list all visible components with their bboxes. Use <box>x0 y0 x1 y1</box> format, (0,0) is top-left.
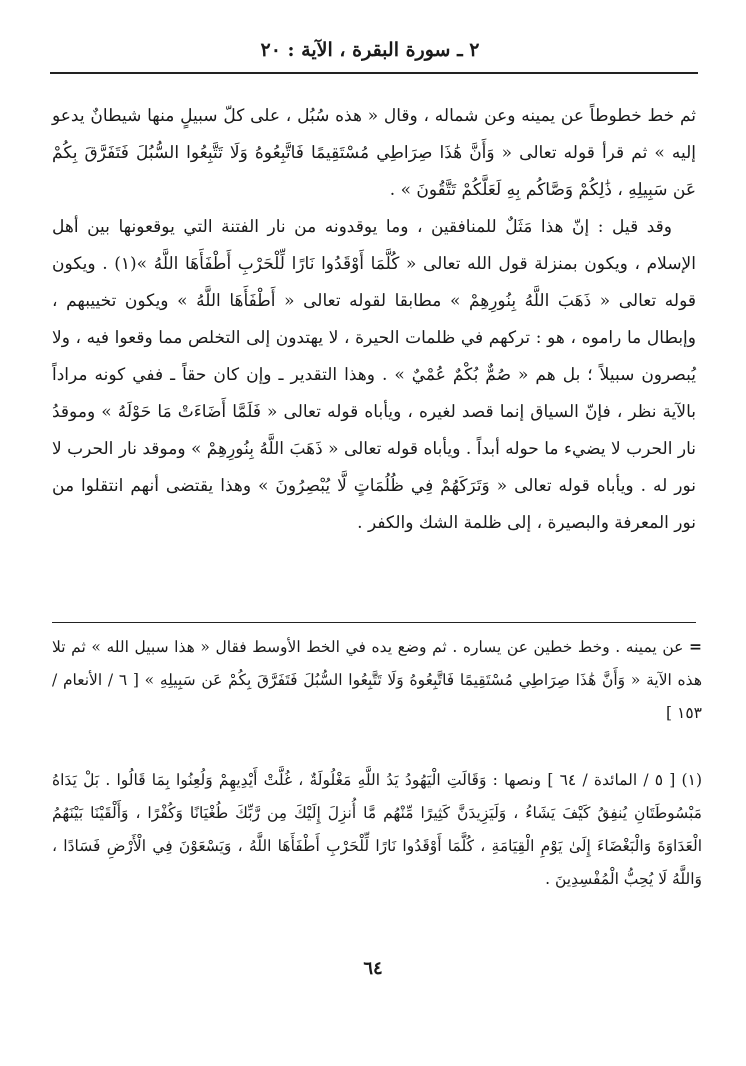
footnotes <box>52 630 702 896</box>
main-body <box>52 98 696 542</box>
header-divider <box>50 72 698 74</box>
footnote-1: (١) [ ٥ / المائدة / ٦٤ ] ونصها : وَقَالَتِ الْيَهُودُ يَدُ اللَّهِ مَغْلُولَةٌ ، غُلَّتْ أَيْدِيهِمْ وَلُعِنُوا بِمَا قَالُوا . بَلْ يَدَاهُ مَبْسُوطَتَانِ يُنفِقُ كَيْفَ يَشَاءُ ، وَلَيَزِيدَنَّ كَثِيرًا مِّنْهُم مَّا أُنزِلَ إِلَيْكَ مِن رَّبِّكَ طُغْيَانًا وَكُفْرًا ، وَأَلْقَيْنَا بَيْنَهُمُ الْعَدَاوَةَ وَالْبَغْضَاءَ إِلَىٰ يَوْمِ الْقِيَامَةِ ، كُلَّمَا أَوْقَدُوا نَارًا لِّلْحَرْبِ أَطْفَأَهَا اللَّهُ ، وَيَسْعَوْنَ فِي الْأَرْضِ فَسَادًا ، وَاللَّهُ لَا يُحِبُّ الْمُفْسِدِينَ . <box>52 771 702 888</box>
footnote-continuation <box>52 630 702 730</box>
running-header: ٢ ـ سورة البقرة ، الآية : ٢٠ <box>260 39 480 61</box>
page-number: ٦٤ <box>363 958 383 979</box>
continuation-mark: = <box>688 637 702 656</box>
footnote-continuation-text: عن يمينه . وخط خطين عن يساره . ثم وضع يده في الخط الأوسط فقال « هذا سبيل الله » ثم تلا هذه الآية « وَأَنَّ هَٰذَا صِرَاطِي مُسْتَقِيمًا فَاتَّبِعُوهُ وَلَا تَتَّبِعُوا السُّبُلَ فَتَفَرَّقَ بِكُمْ عَن سَبِيلِهِ » [ ٦ / الأنعام / ١٥٣ ] <box>52 638 702 722</box>
body-paragraph-2: وقد قيل : إنّ هذا مَثَلٌ للمنافقين ، وما يوقدونه من نار الفتنة التي يوقعونها بين أهل الإسلام ، ويكون بمنزلة قول الله تعالى « كُلَّمَا أَوْقَدُوا نَارًا لِّلْحَرْبِ أَطْفَأَهَا اللَّهُ »(١) . ويكون قوله تعالى « ذَهَبَ اللَّهُ بِنُورِهِمْ » مطابقا لقوله تعالى « أَطْفَأَهَا اللَّهُ » ويكون تخييبهم ، وإبطال ما راموه ، هو : تركهم في ظلمات الحيرة ، لا يهتدون إلى التخلص مما وقعوا فيه ، ولا يُبصرون سبيلاً ؛ بل هم « صُمٌّ بُكْمٌ عُمْيٌ » . وهذا التقدير ـ وإن كان حقاً ـ ففي كونه مراداً بالآية نظر ، فإنّ السياق إنما قصد لغيره ، ويأباه قوله تعالى « فَلَمَّا أَضَاءَتْ مَا حَوْلَهُ » وموقدُ نار الحرب لا يضيء ما حوله أبداً . ويأباه قوله تعالى « ذَهَبَ اللَّهُ بِنُورِهِمْ » وموقد نار الحرب لا نور له . ويأباه قوله تعالى « وَتَرَكَهُمْ فِي ظُلُمَاتٍ لَّا يُبْصِرُونَ » وهذا يقتضى أنهم انتقلوا من نور المعرفة والبصيرة ، إلى ظلمة الشك والكفر . <box>52 217 696 533</box>
body-paragraph-1: ثم خط خطوطاً عن يمينه وعن شماله ، وقال « هذه سُبُل ، على كلّ سبيلٍ منها شيطانٌ يدعو إليه » ثم قرأ قوله تعالى « وَأَنَّ هَٰذَا صِرَاطِي مُسْتَقِيمًا فَاتَّبِعُوهُ وَلَا تَتَّبِعُوا السُّبُلَ فَتَفَرَّقَ بِكُمْ عَن سَبِيلِهِ ، ذَٰلِكُمْ وَصَّاكُم بِهِ لَعَلَّكُمْ تَتَّقُونَ » . <box>52 106 696 200</box>
footnote-separator <box>52 622 696 623</box>
